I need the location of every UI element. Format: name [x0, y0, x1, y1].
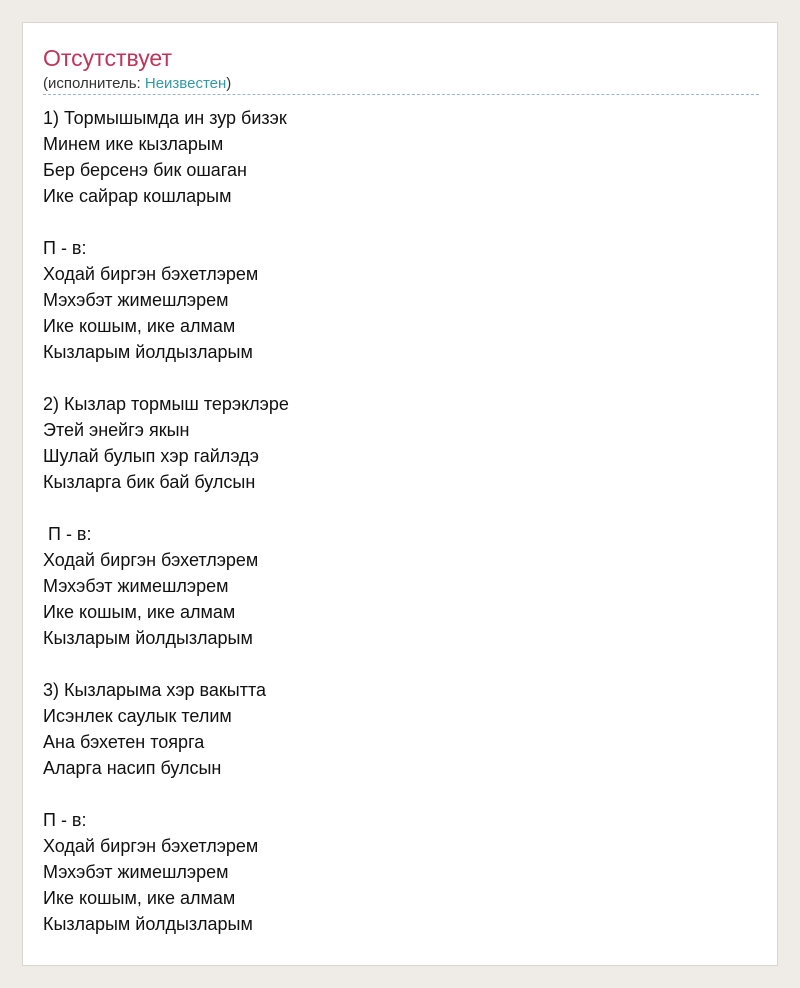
lyric-line: Ходай биргэн бэхетлэрем — [43, 264, 259, 284]
lyric-blank-line — [43, 495, 759, 521]
song-header — [43, 43, 759, 94]
lyric-line: 2) Кызлар тормыш терэклэре — [43, 394, 289, 414]
lyric-line: Исэнлек саулык телим — [43, 706, 232, 726]
lyric-line: Ходай биргэн бэхетлэрем — [43, 550, 259, 570]
song-title: Отсутствует — [43, 45, 172, 71]
lyric-blank-line — [43, 781, 759, 807]
lyric-line: Минем ике кызларым — [43, 134, 224, 154]
lyric-blank-line — [43, 209, 759, 235]
lyric-line: Ике кошым, ике алмам — [43, 888, 236, 908]
lyric-line: Ана бэхетен тоярга — [43, 732, 205, 752]
lyric-line: П - в: — [43, 238, 87, 258]
lyric-line: Аларга насип булсын — [43, 758, 222, 778]
lyric-line: Ике кошым, ике алмам — [43, 602, 236, 622]
lyric-line: 1) Тормышымда ин зур бизэк — [43, 108, 287, 128]
artist-line — [43, 74, 759, 94]
lyric-line: Ике кошым, ике алмам — [43, 316, 236, 336]
lyrics-text — [43, 105, 759, 937]
header-divider — [43, 94, 759, 95]
lyric-blank-line — [43, 651, 759, 677]
lyric-line: П - в: — [43, 524, 92, 544]
artist-link[interactable]: Неизвестен — [144, 75, 227, 92]
lyric-line: 3) Кызларыма хэр вакытта — [43, 680, 267, 700]
lyrics-card — [22, 22, 778, 966]
lyric-blank-line — [43, 365, 759, 391]
artist-suffix: ) — [226, 75, 232, 92]
artist-prefix: (исполнитель: — [43, 75, 145, 92]
lyric-line: Кызларым йолдызларым — [43, 342, 253, 362]
lyric-line: Кызларым йолдызларым — [43, 628, 253, 648]
lyric-line: Ике сайрар кошларым — [43, 186, 232, 206]
lyric-line: Шулай булып хэр гайлэдэ — [43, 446, 259, 466]
lyric-line: Мэхэбэт жимешлэрем — [43, 862, 229, 882]
lyric-line: Этей энейгэ якын — [43, 420, 190, 440]
lyric-line: Кызларым йолдызларым — [43, 914, 253, 934]
lyric-line: Кызларга бик бай булсын — [43, 472, 256, 492]
lyric-line: Мэхэбэт жимешлэрем — [43, 576, 229, 596]
lyric-line: Бер берсенэ бик ошаган — [43, 160, 247, 180]
lyric-line: П - в: — [43, 810, 87, 830]
lyric-line: Ходай биргэн бэхетлэрем — [43, 836, 259, 856]
lyric-line: Мэхэбэт жимешлэрем — [43, 290, 229, 310]
